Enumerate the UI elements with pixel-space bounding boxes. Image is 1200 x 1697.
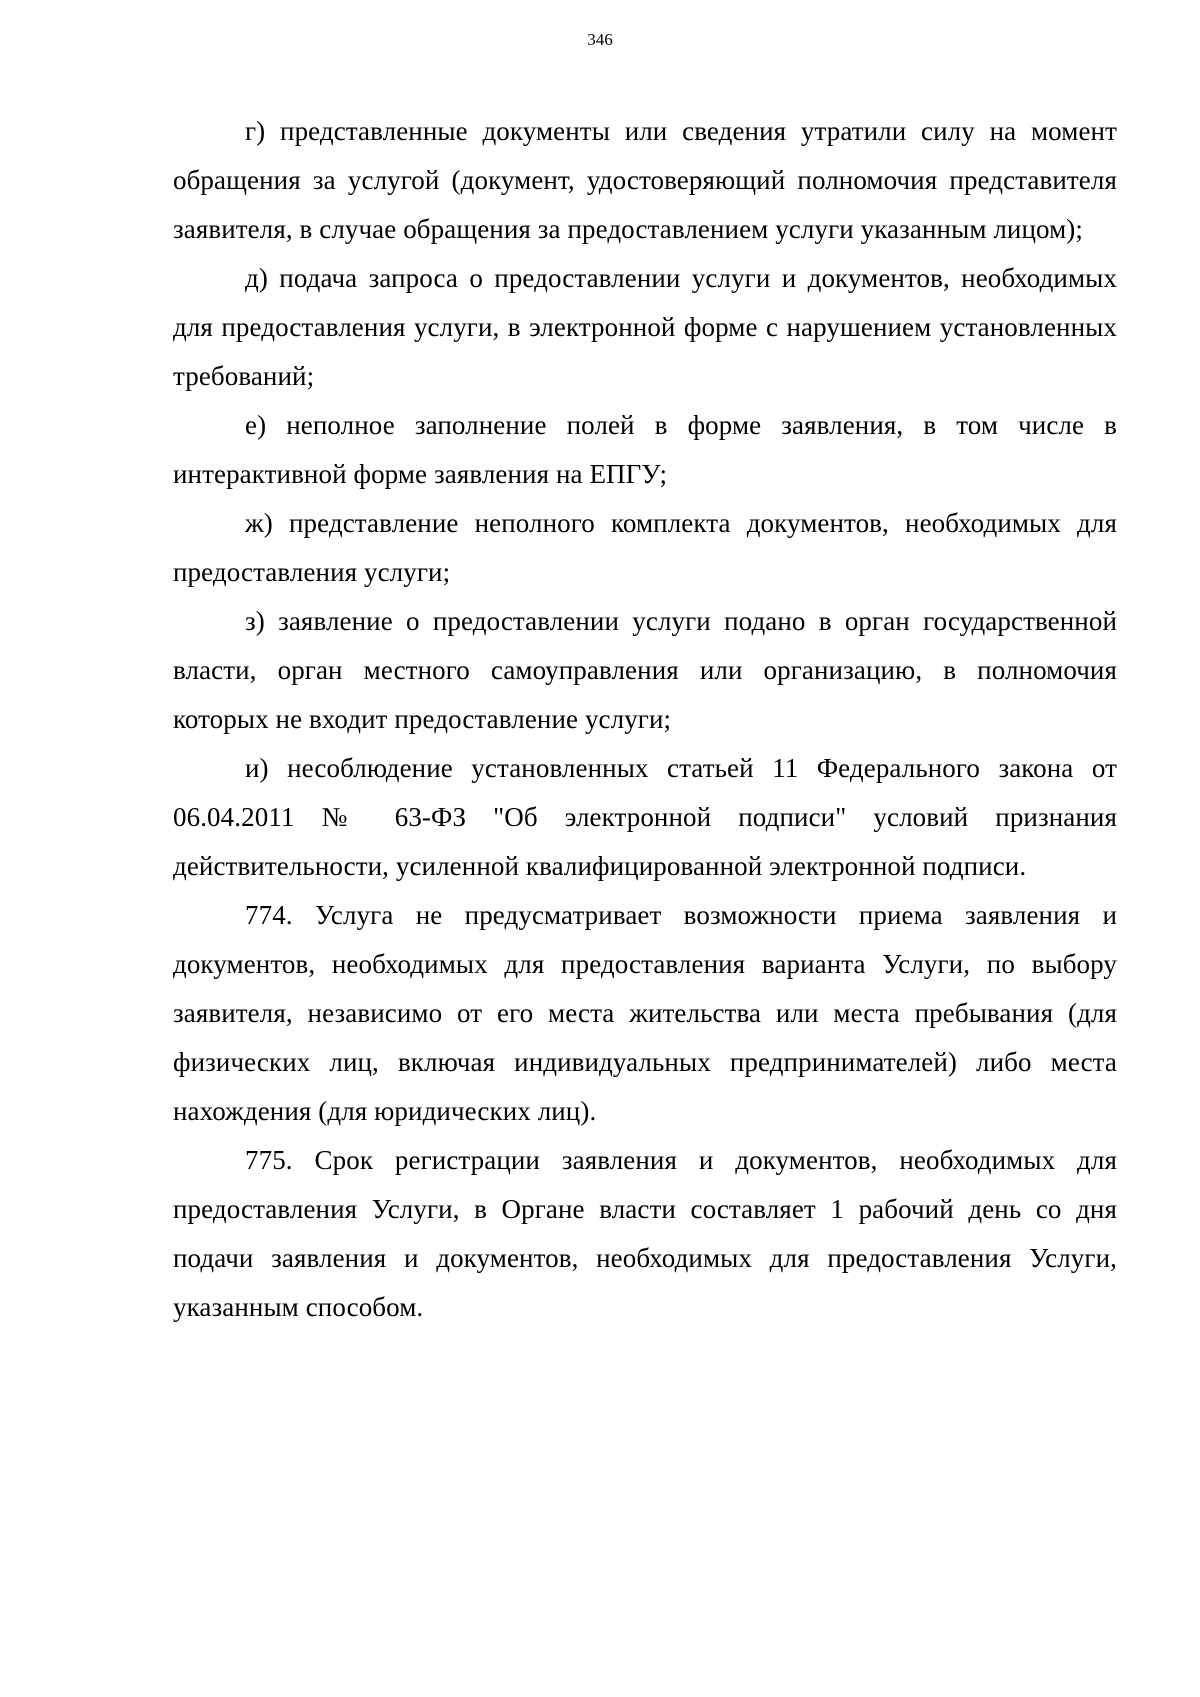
paragraph-774: 774. Услуга не предусматривает возможности приема заявления и документов, необходимых для предоставления варианта Услуги, по выбору заявителя, независимо от его места жительства или места пребывания (для физических лиц, включая индивидуальных предпринимателей) либо места нахождения (для юридических лиц). [173,900,1117,1126]
page-number: 346 [587,30,613,49]
paragraph-z: з) заявление о предоставлении услуги подано в орган государственной власти, орган местного самоуправления или организацию, в полномочия которых не входит предоставление услуги; [173,606,1117,734]
paragraph-e: е) неполное заполнение полей в форме заявления, в том числе в интерактивной форме заявления на ЕПГУ; [173,410,1117,489]
paragraph-775: 775. Срок регистрации заявления и документов, необходимых для предоставления Услуги, в Органе власти составляет 1 рабочий день со дня подачи заявления и документов, необходимых для предоставления Услуги, указанным способом. [173,1145,1117,1322]
paragraph-d: д) подача запроса о предоставлении услуги и документов, необходимых для предоставления услуги, в электронной форме с нарушением установленных требований; [173,263,1117,391]
paragraph-zh: ж) представление неполного комплекта документов, необходимых для предоставления услуги; [173,508,1117,587]
paragraph-i: и) несоблюдение установленных статьей 11 Федерального закона от 06.04.2011 № 63-ФЗ "Об электронной подписи" условий признания действительности, усиленной квалифицированной электронной подписи. [173,753,1117,881]
document-body [173,107,1117,1332]
paragraph-g: г) представленные документы или сведения утратили силу на момент обращения за услугой (документ, удостоверяющий полномочия представителя заявителя, в случае обращения за предоставлением услуги указанным лицом); [173,116,1117,244]
